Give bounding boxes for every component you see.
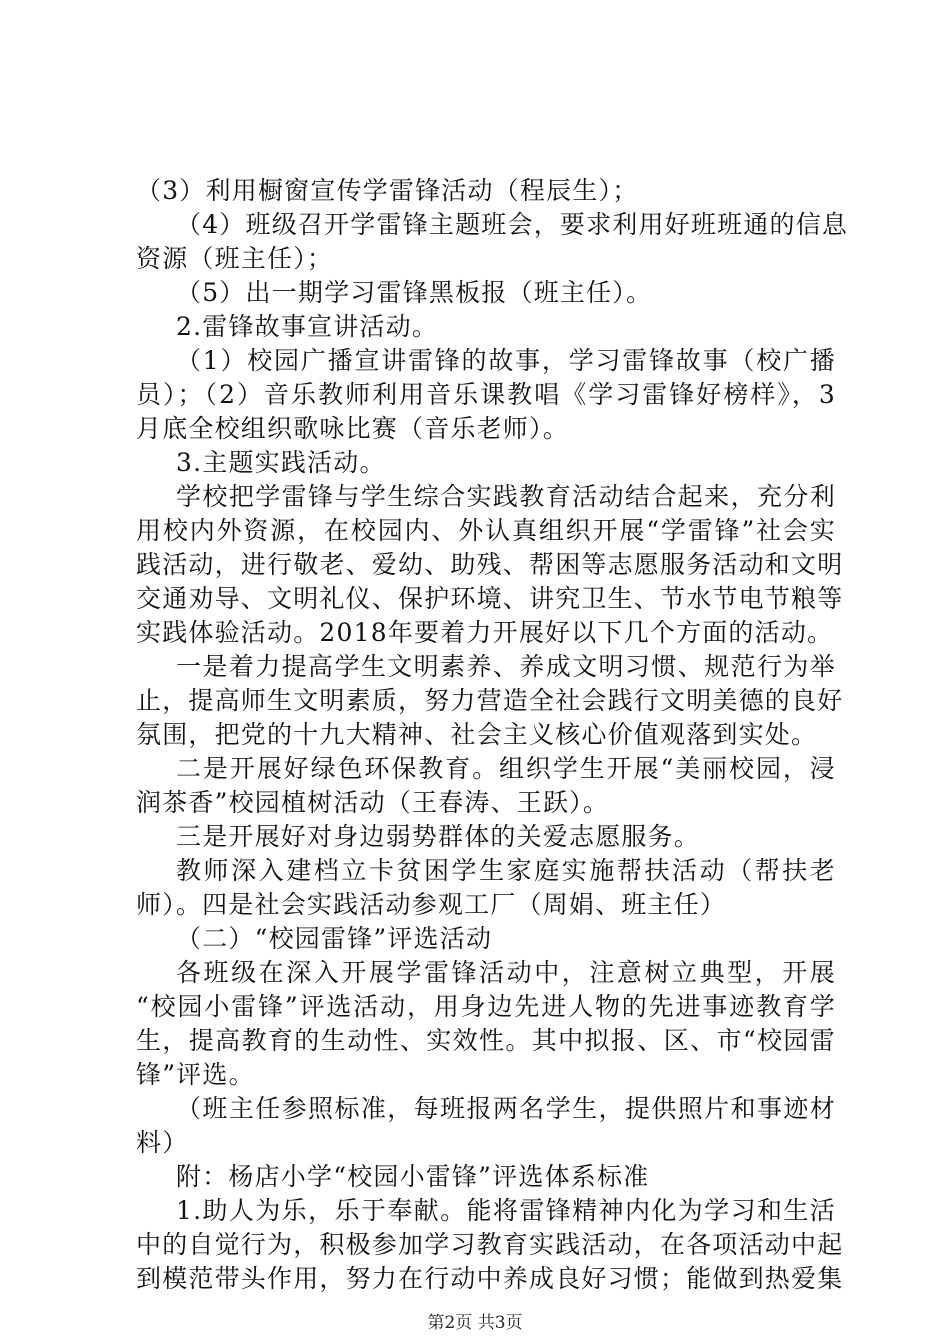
text-line-7: 员）；（2）音乐教师利用音乐课教唱《学习雷锋好榜样》，3: [136, 380, 836, 409]
text-line-27: 锋”评选。: [136, 1060, 255, 1089]
text-line-21: 教师深入建档立卡贫困学生家庭实施帮扶活动（帮扶老: [176, 856, 836, 885]
text-line-9: 3.主题实践活动。: [176, 448, 386, 477]
text-line-3: 资源（班主任）；: [136, 244, 334, 273]
text-line-12: 践活动，进行敬老、爱幼、助残、帮困等志愿服务活动和文明: [136, 550, 844, 579]
text-line-13: 交通劝导、文明礼仪、保护环境、讲究卫生、节水节电节粮等: [136, 584, 844, 613]
text-line-11: 用校内外资源，在校园内、外认真组织开展“学雷锋”社会实: [136, 516, 836, 545]
text-line-19: 润茶香”校园植树活动（王春涛、王跃）。: [136, 788, 610, 817]
text-line-32: 中的自觉行为，积极参加学习教育实践活动，在各项活动中起: [136, 1230, 844, 1259]
appendix-title: 附：杨店小学“校园小雷锋”评选体系标准: [176, 1162, 650, 1191]
text-line-6: （1）校园广播宣讲雷锋的故事，学习雷锋故事（校广播: [176, 346, 836, 375]
text-line-16: 止，提高师生文明素质，努力营造全社会践行文明美德的良好: [136, 686, 844, 715]
text-line-29: 料）: [136, 1128, 189, 1157]
text-line-18: 二是开展好绿色环保教育。组织学生开展“美丽校园，浸: [176, 754, 836, 783]
section-heading-school-leifeng: （二）“校园雷锋”评选活动: [176, 924, 493, 953]
page-number-footer: 第2页 共3页: [427, 1313, 523, 1333]
text-line-26: 生，提高教育的生动性、实效性。其中拟报、区、市“校园雷: [136, 1026, 836, 1055]
text-line-17: 氛围，把党的十九大精神、社会主义核心价值观落到实处。: [136, 720, 818, 749]
text-line-28: （班主任参照标准，每班报两名学生，提供照片和事迹材: [176, 1094, 836, 1123]
text-line-31: 1.助人为乐，乐于奉献。能将雷锋精神内化为学习和生活: [176, 1196, 836, 1225]
text-line-4: （5）出一期学习雷锋黑板报（班主任）。: [176, 278, 653, 307]
text-line-22: 师）。四是社会实践活动参观工厂（周娟、班主任）: [136, 890, 727, 919]
text-line-33: 到模范带头作用，努力在行动中养成良好习惯；能做到热爱集: [136, 1264, 844, 1293]
text-line-1: （3）利用橱窗宣传学雷锋活动（程辰生）；: [136, 176, 639, 205]
text-line-8: 月底全校组织歌咏比赛（音乐老师）。: [136, 414, 569, 443]
text-line-10: 学校把学雷锋与学生综合实践教育活动结合起来，充分利: [176, 482, 836, 511]
text-line-20: 三是开展好对身边弱势群体的关爱志愿服务。: [176, 822, 701, 851]
text-line-14: 实践体验活动。2018年要着力开展好以下几个方面的活动。: [136, 618, 834, 647]
text-line-15: 一是着力提高学生文明素养、养成文明习惯、规范行为举: [176, 652, 836, 681]
text-line-2: （4）班级召开学雷锋主题班会，要求利用好班班通的信息: [176, 210, 849, 239]
text-line-5: 2.雷锋故事宣讲活动。: [176, 312, 439, 341]
text-line-25: “校园小雷锋”评选活动，用身边先进人物的先进事迹教育学: [136, 992, 836, 1021]
text-line-24: 各班级在深入开展学雷锋活动中，注意树立典型，开展: [176, 958, 836, 987]
